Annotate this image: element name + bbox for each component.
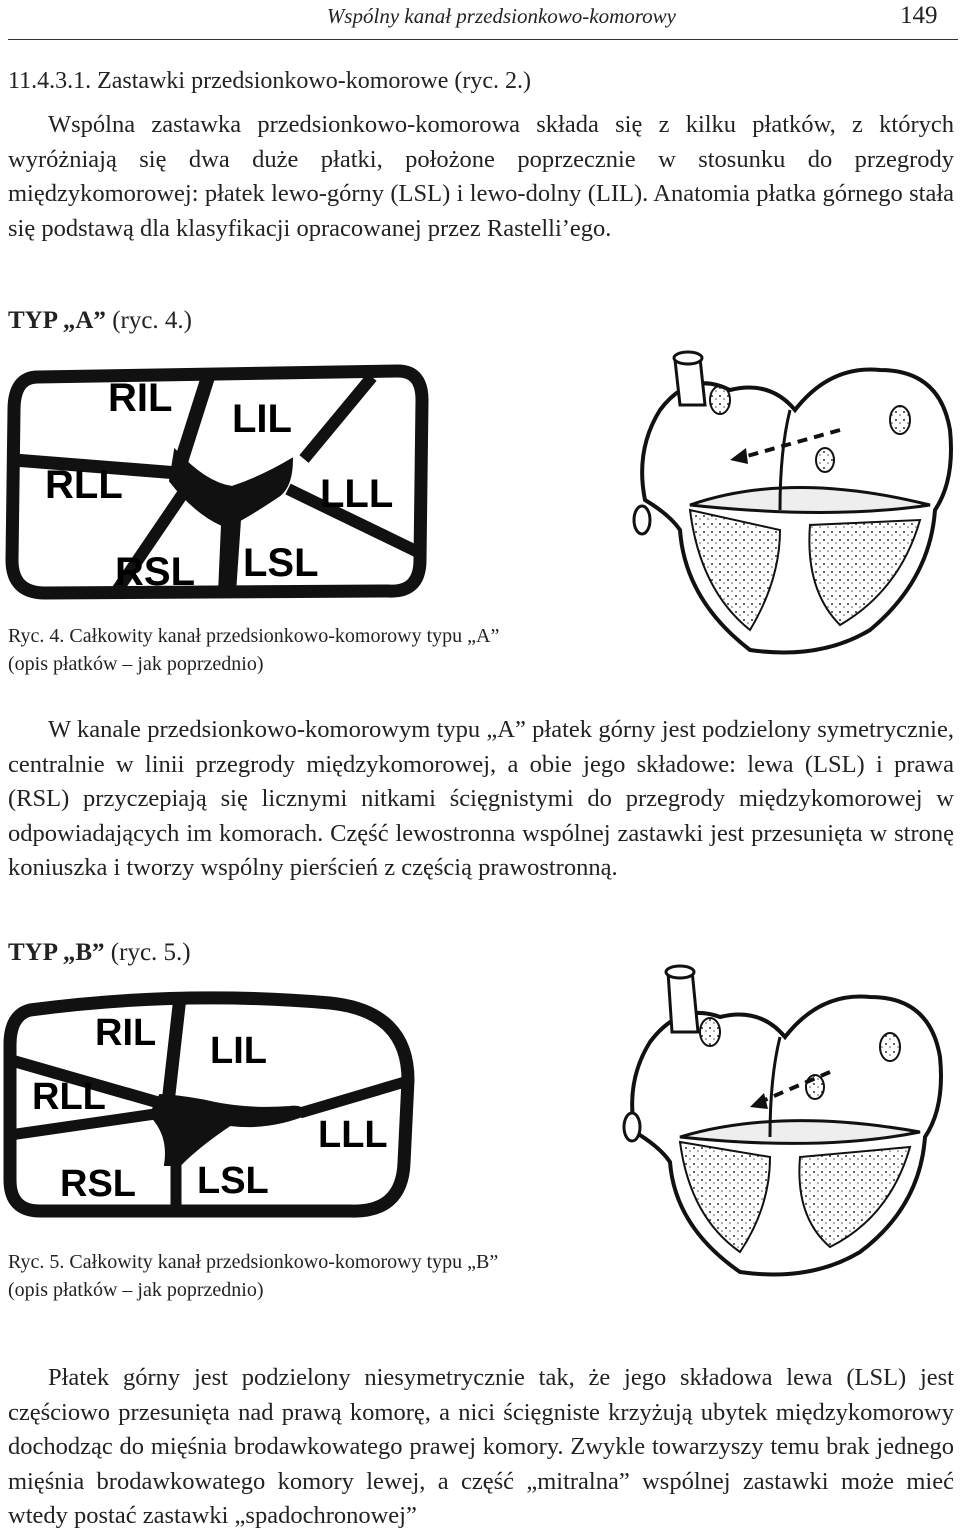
type-a-caption	[8, 622, 499, 678]
type-b-caption	[8, 1248, 498, 1304]
type-a-label-rll: RLL	[45, 463, 123, 507]
type-b-label-rll: RLL	[32, 1076, 106, 1118]
page-number: 149	[900, 2, 938, 29]
type-a-heart-illustration	[630, 330, 960, 660]
type-a-paragraph-text: W kanale przedsionkowo-komorowym typu „A” płatek górny jest podzielony symetrycznie, centralnie w linii przegrody międzykomorowej, a obie jego składowe: lewa (LSL) i prawa (RSL) przyczepiają się licznymi nitkami ścięgnistymi do przegrody międzykomorowej w odpowiadających im komorach. Część lewostronna wspólnej zastawki jest przesunięta w stronę koniuszka i tworzy wspólny pierścień z częścią prawostronną.	[8, 716, 954, 881]
type-a-heading-label: TYP „A”	[8, 307, 106, 334]
type-a-valve-schematic	[0, 355, 430, 605]
type-b-valve-schematic	[0, 985, 420, 1225]
type-a-paragraph	[8, 713, 954, 886]
type-b-heading-ref: (ryc. 5.)	[104, 939, 191, 966]
type-a-heading	[8, 307, 192, 335]
type-b-label-rsl: RSL	[60, 1163, 136, 1205]
type-a-heading-ref: (ryc. 4.)	[105, 307, 193, 334]
type-b-label-lsl: LSL	[197, 1160, 269, 1202]
header-rule	[8, 39, 958, 40]
type-a-label-lsl: LSL	[243, 541, 319, 585]
intro-paragraph-text: Wspólna zastawka przedsionkowo-komorowa składa się z kilku płatków, z których wyróżniają się dwa duże płatki, położone poprzecznie w stosunku do przegrody międzykomorowej: płatek lewo-górny (LSL) i lewo-dolny (LIL). Anatomia płatka górnego stała się podstawą dla klasyfikacji opracowanej przez Rastelli’ego.	[8, 111, 954, 242]
type-a-label-lil: LIL	[232, 397, 292, 441]
type-b-heart-illustration	[620, 962, 950, 1282]
type-a-caption-line1: Ryc. 4. Całkowity kanał przedsionkowo-komorowy typu „A”	[8, 625, 500, 647]
type-a-caption-line2: (opis płatków – jak poprzednio)	[8, 653, 264, 675]
type-b-paragraph	[8, 1361, 954, 1534]
type-a-label-ril: RIL	[108, 376, 173, 420]
type-b-label-ril: RIL	[95, 1012, 157, 1054]
type-a-label-lll: LLL	[320, 472, 394, 516]
type-b-paragraph-text: Płatek górny jest podzielony niesymetrycznie tak, że jego składowa lewa (LSL) jest częściowo przesunięta nad prawą komorę, a nici ścięgniste krzyżują ubytek międzykomorowy dochodząc do mięśnia brodawkowatego prawej komory. Zwykle towarzyszy temu brak jednego mięśnia brodawkowatego komory lewej, a część „mitralna” wspólnej zastawki może mieć wtedy postać zastawki „spadochronowej”	[8, 1364, 954, 1529]
type-b-caption-line2: (opis płatków – jak poprzednio)	[8, 1279, 264, 1301]
intro-paragraph	[8, 108, 954, 246]
running-title: Wspólny kanał przedsionkowo-komorowy	[326, 4, 676, 28]
section-heading: 11.4.3.1. Zastawki przedsionkowo-komorowe (ryc. 2.)	[8, 68, 531, 94]
type-b-caption-line1: Ryc. 5. Całkowity kanał przedsionkowo-komorowy typu „B”	[8, 1251, 499, 1273]
type-b-heading	[8, 939, 191, 967]
type-b-label-lil: LIL	[210, 1030, 267, 1072]
type-b-heading-label: TYP „B”	[8, 939, 105, 966]
type-b-label-lll: LLL	[318, 1114, 388, 1156]
type-a-label-rsl: RSL	[115, 550, 195, 594]
